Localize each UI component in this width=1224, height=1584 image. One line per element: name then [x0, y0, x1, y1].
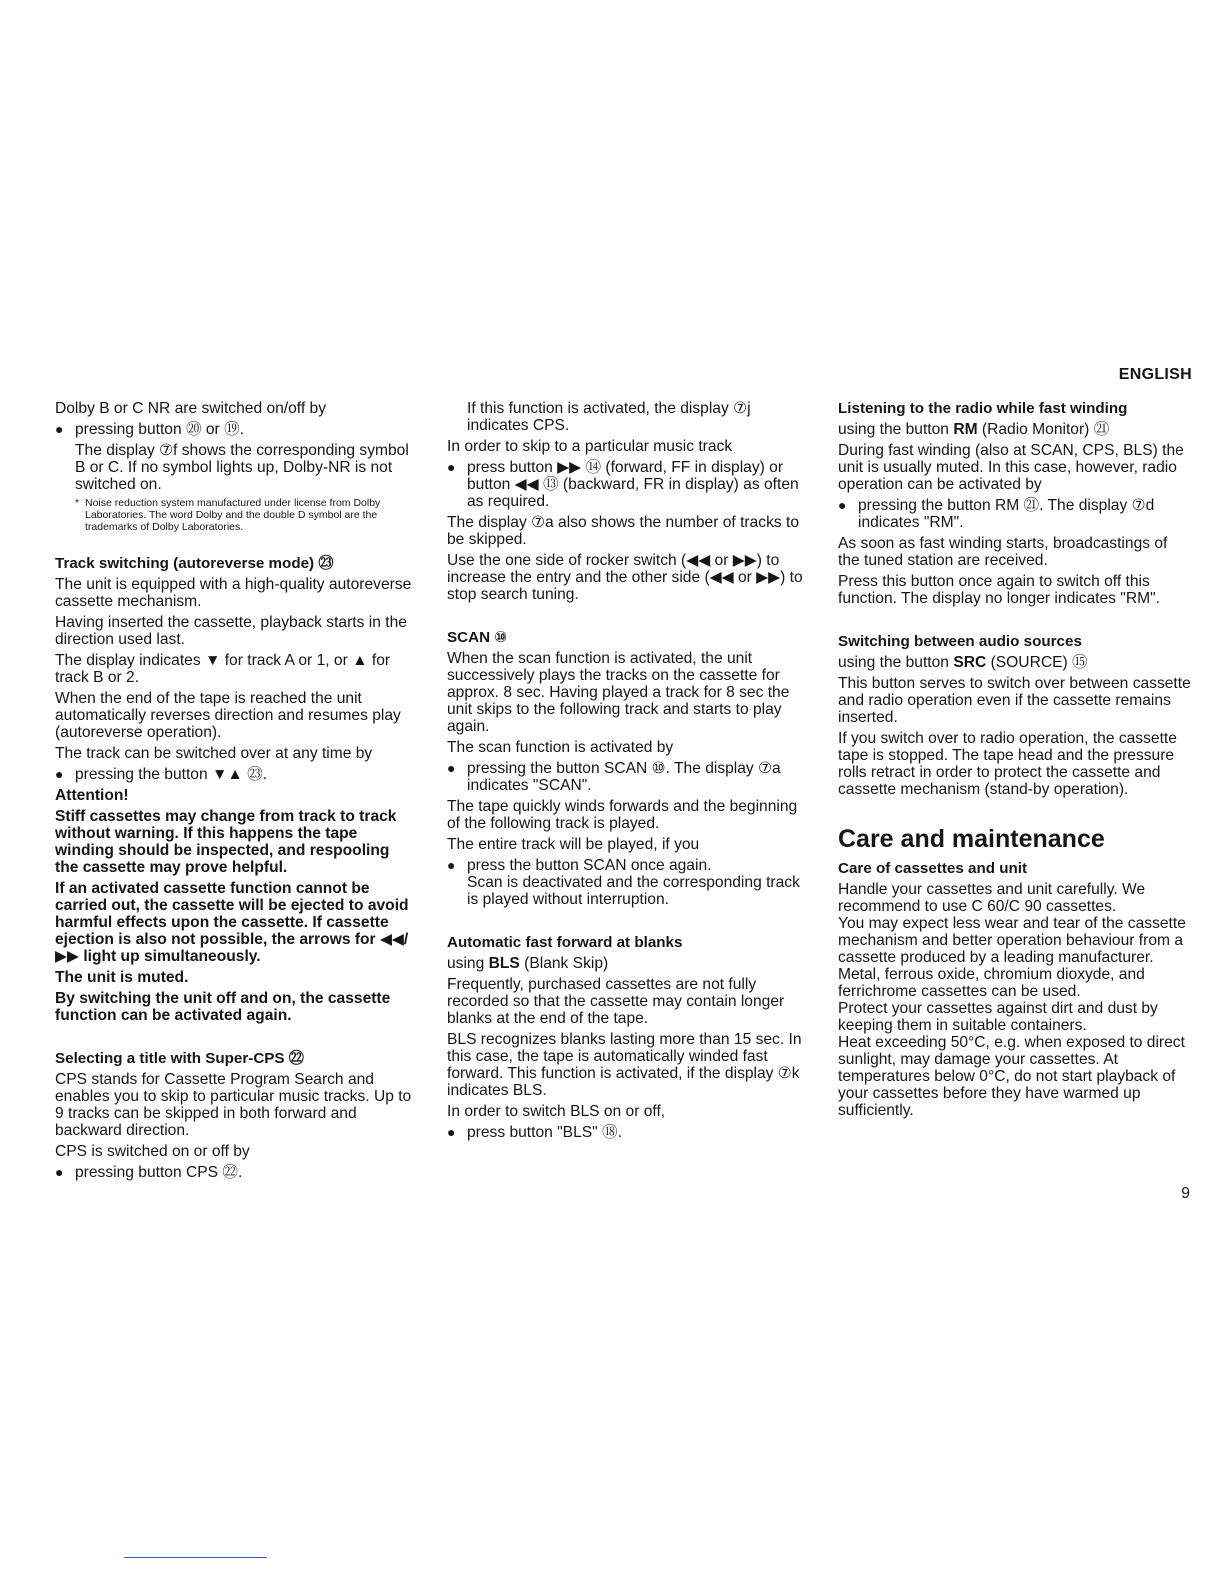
rm-using-line [838, 421, 1193, 438]
track-bullet: ● pressing the button ▼▲ ㉓. [55, 766, 415, 783]
care-p5: Heat exceeding 50°C, e.g. when exposed to direct sunlight, may damage your cassettes. At temperatures below 0°C, do not start playback of your cassettes before they have warmed up sufficiently. [838, 1034, 1185, 1119]
attention-p1: Stiff cassettes may change from track to track without warning. If this happens the tape winding should be inspected, and respooling the cassette may prove helpful. [55, 808, 397, 876]
bls-using-bold: BLS [488, 955, 520, 972]
track-switching-heading: Track switching (autoreverse mode) ㉓ [55, 555, 334, 572]
scan-p1: When the scan function is activated, the unit successively plays the tracks on the cassette for approx. 8 sec. Having played a track for 8 sec the unit skips to the following track and starts to play again. [447, 650, 790, 735]
track-p4: When the end of the tape is reached the unit automatically reverses direction and resumes play (autoreverse operation). [55, 690, 401, 741]
rm-heading: Listening to the radio while fast winding [838, 400, 1128, 417]
scan-heading: SCAN ⑩ [447, 629, 508, 646]
bls-heading: Automatic fast forward at blanks [447, 934, 683, 951]
rm-bullet: ● pressing the button RM ㉑. The display ⑦d indicates "RM". [838, 497, 1193, 531]
skip-bullet: ● press button ▶▶ ⑭ (forward, FF in display) or button ◀◀ ⑬ (backward, FR in display) as often as required. [447, 459, 807, 510]
skip-intro: In order to skip to a particular music track [447, 438, 733, 455]
column-right [838, 400, 1193, 1119]
rm-using-rest: (Radio Monitor) ㉑ [977, 421, 1110, 438]
care-subheading: Care of cassettes and unit [838, 860, 1028, 877]
rm-using-bold: RM [953, 421, 978, 438]
rocker-switch-text: Use the one side of rocker switch (◀◀ or ▶▶) to increase the entry and the other side (◀◀ or ▶▶) to stop search tuning. [447, 552, 803, 603]
rm-p3: Press this button once again to switch off this function. The display no longer indicates "RM". [838, 573, 1160, 607]
bls-using-line [447, 955, 807, 972]
cps-p2: CPS is switched on or off by [55, 1143, 250, 1160]
dolby-intro: Dolby B or C NR are switched on/off by [55, 400, 326, 417]
rm-p1: During fast winding (also at SCAN, CPS, BLS) the unit is usually muted. In this case, however, radio operation can be activated by [838, 442, 1184, 493]
bls-using-rest: (Blank Skip) [519, 955, 609, 972]
care-p4: Protect your cassettes against dirt and dust by keeping them in suitable containers. [838, 1000, 1158, 1034]
track-p3: The display indicates ▼ for track A or 1, or ▲ for track B or 2. [55, 652, 391, 686]
src-p1: This button serves to switch over between cassette and radio operation even if the cassette remains inserted. [838, 675, 1191, 726]
track-p5: The track can be switched over at any time by [55, 745, 373, 762]
src-using-bold: SRC [953, 654, 987, 671]
care-p2: You may expect less wear and tear of the cassette mechanism and better operation behaviour from a cassette produced by a leading manufacturer. [838, 915, 1186, 966]
attention-p2: If an activated cassette function cannot be carried out, the cassette will be ejected to avoid harmful effects upon the cassette. If cassette ejection is also not possible, the arrows for ◀◀/▶▶ light up simultaneously. [55, 880, 409, 965]
track-p1: The unit is equipped with a high-quality autoreverse cassette mechanism. [55, 576, 412, 610]
cps-heading: Selecting a title with Super-CPS ㉒ [55, 1050, 304, 1067]
cps-display-text: If this function is activated, the display ⑦j indicates CPS. [467, 400, 751, 434]
src-heading: Switching between audio sources [838, 633, 1082, 650]
cps-p1: CPS stands for Cassette Program Search and enables you to skip to particular music tracks. Up to 9 tracks can be skipped in both forward and backward direction. [55, 1071, 412, 1139]
dolby-footnote: * Noise reduction system manufactured under license from Dolby Laboratories. The word Dolby and the double D symbol are the trademarks of Dolby Laboratories. [75, 497, 415, 533]
care-p3: Metal, ferrous oxide, chromium dioxyde, and ferrichrome cassettes can be used. [838, 966, 1145, 1000]
cps-bullet: ● pressing button CPS ㉒. [55, 1164, 415, 1181]
rm-using-prefix: using the button [838, 421, 954, 438]
rm-p2: As soon as fast winding starts, broadcastings of the tuned station are received. [838, 535, 1168, 569]
bls-p3: In order to switch BLS on or off, [447, 1103, 666, 1120]
dolby-bullet: ● pressing button ⑳ or ⑲. [55, 421, 415, 438]
scan-p3: The tape quickly winds forwards and the beginning of the following track is played. [447, 798, 798, 832]
footer-rule [124, 1557, 267, 1558]
track-p2: Having inserted the cassette, playback starts in the direction used last. [55, 614, 407, 648]
attention-p4: By switching the unit off and on, the cassette function can be activated again. [55, 990, 391, 1024]
src-using-rest: (SOURCE) ⑮ [986, 654, 1088, 671]
src-using-line [838, 654, 1193, 671]
language-label: ENGLISH [1118, 366, 1192, 383]
column-middle [447, 400, 807, 1145]
bls-bullet: ● press button "BLS" ⑱. [447, 1124, 807, 1141]
scan-p4: The entire track will be played, if you [447, 836, 700, 853]
skip-display-text: The display ⑦a also shows the number of tracks to be skipped. [447, 514, 800, 548]
care-title: Care and maintenance [838, 825, 1105, 853]
bls-p2: BLS recognizes blanks lasting more than 15 sec. In this case, the tape is automatically winded fast forward. This function is activated, if the display ⑦k indicates BLS. [447, 1031, 802, 1099]
scan-p2: The scan function is activated by [447, 739, 674, 756]
scan-bullet-2-continued: Scan is deactivated and the corresponding track is played without interruption. [467, 874, 800, 908]
dolby-display-text: The display ⑦f shows the corresponding symbol B or C. If no symbol lights up, Dolby-NR is not switched on. [75, 442, 409, 493]
scan-bullet: ● pressing the button SCAN ⑩. The display ⑦a indicates "SCAN". [447, 760, 807, 794]
scan-bullet-2: ● press the button SCAN once again. [447, 857, 807, 874]
src-p2: If you switch over to radio operation, the cassette tape is stopped. The tape head and the pressure rolls retract in order to protect the cassette and cassette mechanism (stand-by operation). [838, 730, 1177, 798]
attention-title: Attention! [55, 787, 129, 804]
src-using-prefix: using the button [838, 654, 954, 671]
column-left [55, 400, 415, 1185]
bls-p1: Frequently, purchased cassettes are not fully recorded so that the cassette may contain longer blanks at the end of the tape. [447, 976, 785, 1027]
care-p1: Handle your cassettes and unit carefully. We recommend to use C 60/C 90 cassettes. [838, 881, 1146, 915]
page-number: 9 [1181, 1185, 1190, 1202]
bls-using-prefix: using [447, 955, 489, 972]
attention-p3: The unit is muted. [55, 969, 189, 986]
